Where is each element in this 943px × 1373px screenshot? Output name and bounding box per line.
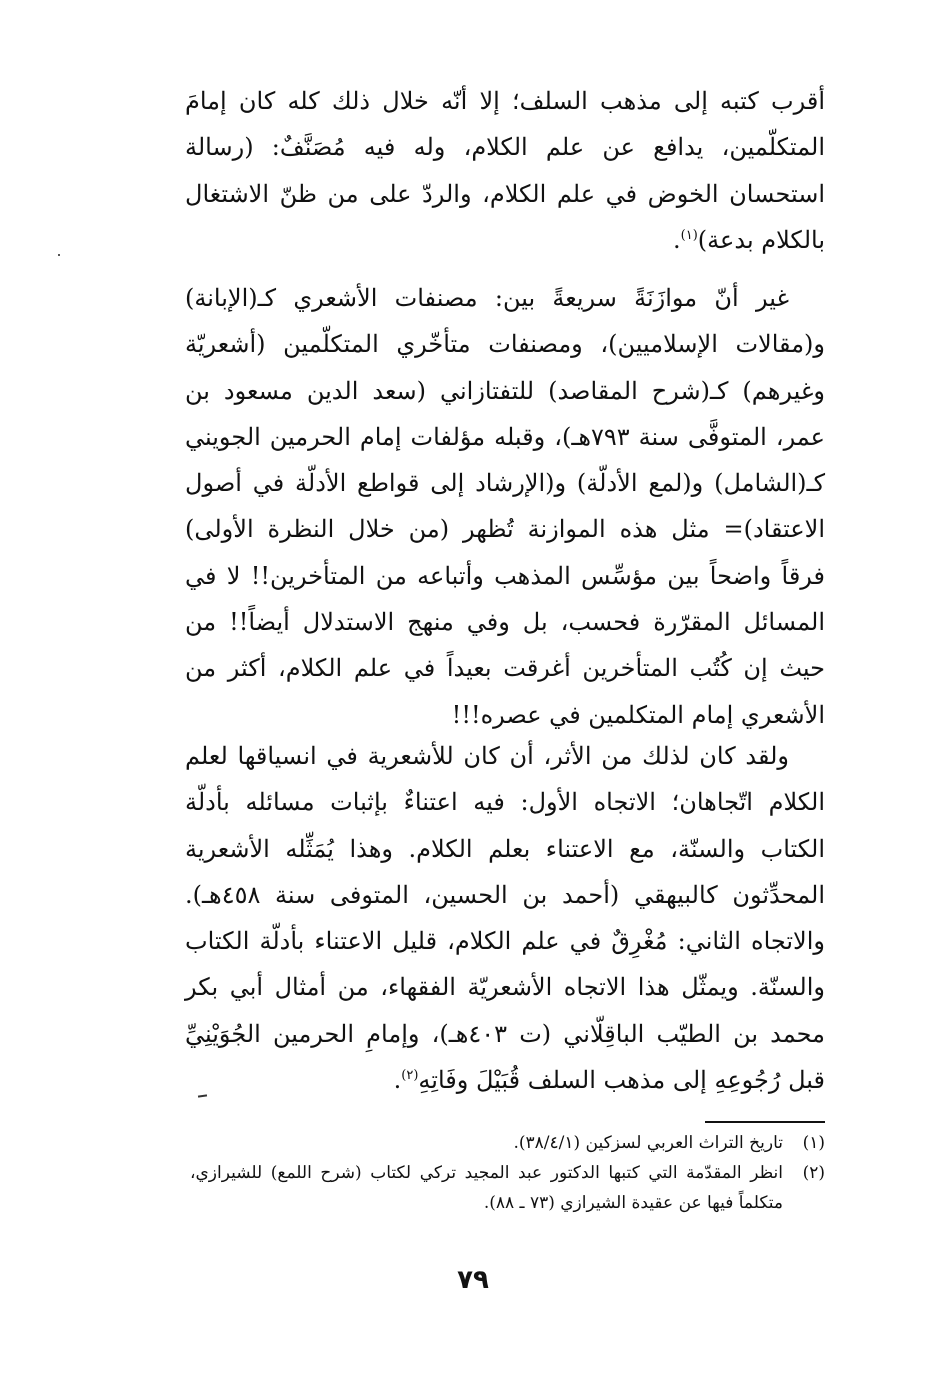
paragraph-2	[185, 275, 825, 738]
footnote-ref-1: (١)	[680, 227, 698, 243]
scan-speck	[58, 254, 60, 256]
paragraph-3	[185, 733, 825, 1103]
paragraph-3-end: .	[393, 1066, 402, 1095]
footnote-number: (١)	[802, 1133, 825, 1153]
footnotes	[190, 1128, 825, 1218]
footnote-1	[190, 1128, 825, 1158]
paragraph-1-text: أقرب كتبه إلى مذهب السلف؛ إلا أنّه خلال ذلك كله كان إمامَ المتكلّمين، يدافع عن علم الكلام، وله فيه مُصَنَّفٌ: (رسالة استحسان الخوض في علم الكلام، والردّ على من ظنّ الاشتغال بالكلام بدعة)	[185, 87, 825, 254]
footnote-separator	[705, 1121, 825, 1123]
footnote-text: انظر المقدّمة التي كتبها الدكتور عبد المجيد تركي لكتاب (شرح اللمع) للشيرازي، متكلماً فيها عن عقيدة الشيرازي (٧٣ ـ ٨٨).	[190, 1163, 783, 1213]
footnote-number: (٢)	[802, 1163, 825, 1183]
paragraph-2-text: غير أنّ موازَنَةً سريعةً بين: مصنفات الأشعري كـ(الإبانة) و(مقالات الإسلاميين)، ومصنفات متأخّري المتكلّمين (أشعريّة وغيرهم) كـ(شرح المقاصد) للتفتازاني (سعد الدين مسعود بن عمر، المتوفَّى سنة ٧٩٣هـ)، وقبله مؤلفات إمام الحرمين الجويني كـ(الشامل) و(لمع الأدلّة) و(الإرشاد إلى قواطع الأدلّة في أصول الاعتقاد)= مثل هذه الموازنة تُظهر (من خلال النظرة الأولى) فرقاً واضحاً بين مؤسِّس المذهب وأتباعه من المتأخرين!! لا في المسائل المقرّرة فحسب، بل وفي منهج الاستدلال أيضاً!! من حيث إن كُتُب المتأخرين أغرقت بعيداً في علم الكلام، أكثر من الأشعري إمام المتكلمين في عصره!!!	[185, 284, 826, 729]
page-number: ٧٩	[457, 1265, 489, 1295]
paragraph-1-end: .	[673, 225, 681, 254]
paragraph-1	[185, 78, 825, 263]
paragraph-3-text: ولقد كان لذلك من الأثر، أن كان للأشعرية في انسياقها لعلم الكلام اتّجاهان؛ الاتجاه الأول: فيه اعتناءٌ بإثبات مسائله بأدلّة الكتاب والسنّة، مع الاعتناء بعلم الكلام. وهذا يُمَثِّله الأشعرية المحدِّثون كالبيهقي (أحمد بن الحسين، المتوفى سنة ٤٥٨هـ). والاتجاه الثاني: مُغْرِقٌ في علم الكلام، قليل الاعتناء بأدلّة الكتاب والسنّة. ويمثّل هذا الاتجاه الأشعريّة الفقهاء، من أمثال أبي بكر محمد بن الطيّب الباقِلّاني (ت ٤٠٣هـ)، وإمامِ الحرمين الجُوَيْنِيِّ قبل رُجُوعِهِ إلى مذهب السلف قُبَيْلَ وفَاتِهِ	[185, 742, 825, 1095]
footnote-ref-2: (٢)	[401, 1068, 419, 1084]
footnote-text: تاريخ التراث العربي لسزكين (٣٨/٤/١).	[513, 1133, 783, 1153]
footnote-2	[190, 1158, 825, 1218]
